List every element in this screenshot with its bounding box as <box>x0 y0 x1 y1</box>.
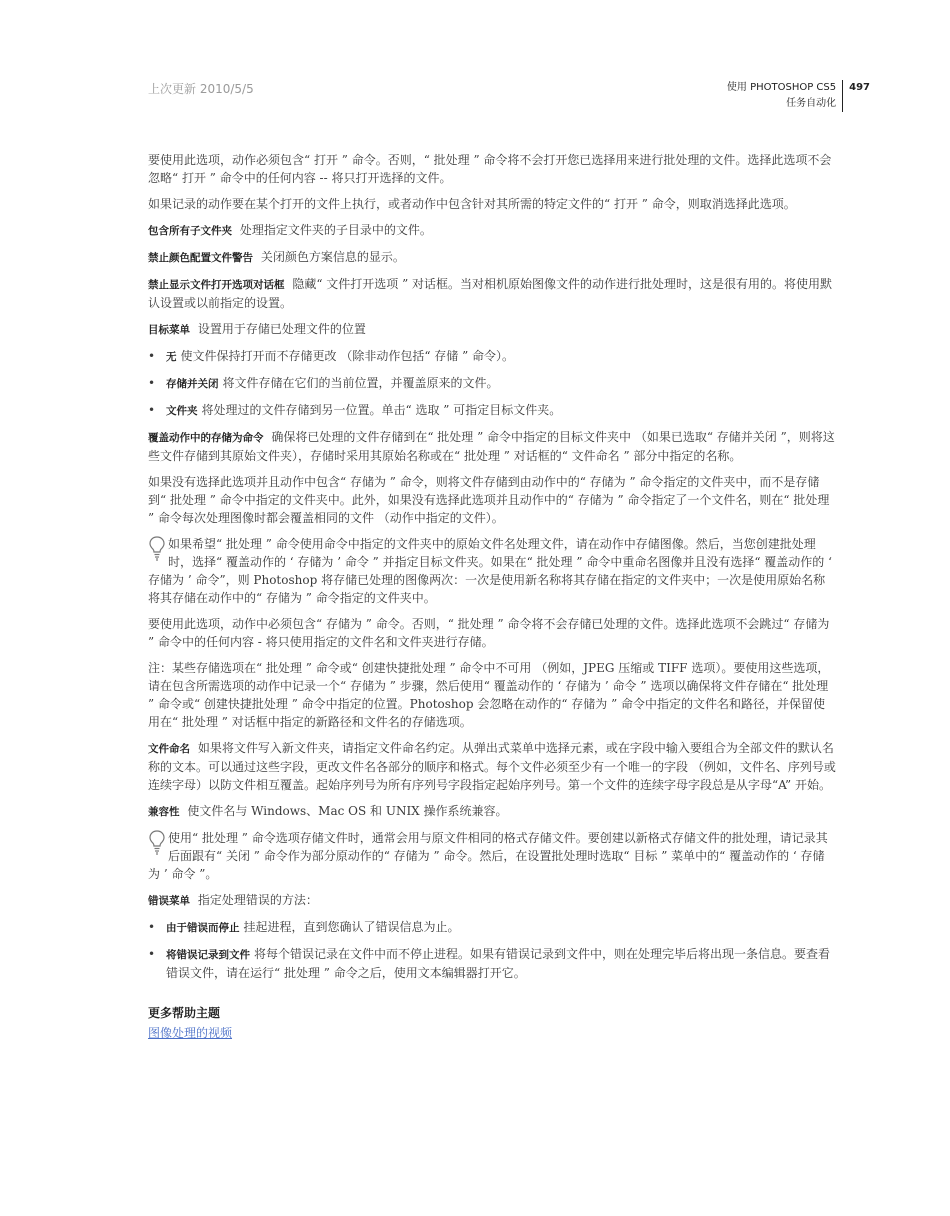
product-title: 使用 PHOTOSHOP CS5 <box>726 82 837 93</box>
option-file-naming <box>148 739 836 794</box>
main-content <box>148 151 836 1042</box>
option-term: 错误菜单 <box>148 895 190 907</box>
option-compatibility <box>148 802 836 821</box>
list-text: 将每个错误记录在文件中而不停止进程。如果有错误记录到文件中，则在处理完毕后将出现一条信息。要查看错误文件，请在运行“ 批处理 ” 命令之后，使用文本编辑器打开它。 <box>166 947 831 980</box>
option-term: 包含所有子文件夹 <box>148 225 232 237</box>
option-term: 覆盖动作中的存储为命令 <box>148 432 264 444</box>
option-text: 关闭颜色方案信息的显示。 <box>260 250 405 264</box>
option-override-save <box>148 428 836 465</box>
option-include-subfolders <box>148 221 836 240</box>
option-term: 兼容性 <box>148 806 180 818</box>
option-destination <box>148 320 836 339</box>
option-text: 处理指定文件夹的子目录中的文件。 <box>239 223 432 237</box>
option-text: 确保将已处理的文件存储到在“ 批处理 ” 命令中指定的目标文件夹中 （如果已选取“ 存储并关闭 ”，则将这些文件存储到其原始文件夹），存储时采用其原始名称或在“ 批处理 ” 对话框的“ 文件命名 ” 部分中指定的名称。 <box>148 430 835 463</box>
destination-list <box>148 347 836 420</box>
bullet: • <box>148 403 156 417</box>
option-term: 禁止显示文件打开选项对话框 <box>148 279 285 291</box>
list-text: 将处理过的文件存储到另一位置。单击“ 选取 ” 可指定目标文件夹。 <box>201 403 562 417</box>
bullet: • <box>148 920 156 934</box>
option-text: 指定处理错误的方法： <box>197 893 318 907</box>
option-text: 隐藏“ 文件打开选项 ” 对话框。当对相机原始图像文件的动作进行批处理时，这是很有用的。将使用默认设置或以前指定的设置。 <box>148 277 833 310</box>
running-header <box>727 80 870 112</box>
list-item <box>148 918 836 937</box>
lightbulb-icon <box>148 829 166 855</box>
chapter-title: 任务自动化 <box>786 98 837 109</box>
paragraph: 如果没有选择此选项并且动作中包含“ 存储为 ” 命令，则将文件存储到由动作中的“ 存储为 ” 命令指定的文件夹中，而不是存储到“ 批处理 ” 命令中指定的文件夹中。此外，如果没有选择此选项并且动作中的“ 存储为 ” 命令指定了一个文件名，则在“ 批处理 ” 命令每次处理图像时都会覆盖相同的文件 （动作中指定的文件）。 <box>148 475 830 525</box>
paragraph: 要使用此选项，动作中必须包含“ 存储为 ” 命令。否则，“ 批处理 ” 命令将不会存储已处理的文件。选择此选项不会跳过“ 存储为 ” 命令中的任何内容 - 将只使用指定的文件名和文件夹进行存储。 <box>148 617 830 649</box>
list-item <box>148 945 836 982</box>
more-help-heading: 更多帮助主题 <box>148 1006 221 1020</box>
option-text: 使文件名与 Windows、Mac OS 和 UNIX 操作系统兼容。 <box>187 804 508 818</box>
option-term: 目标菜单 <box>148 324 190 336</box>
option-suppress-open <box>148 275 836 312</box>
tip <box>148 829 836 883</box>
list-term: 文件夹 <box>166 405 198 417</box>
list-term: 将错误记录到文件 <box>166 949 250 961</box>
video-link[interactable]: 图像处理的视频 <box>148 1026 233 1040</box>
option-errors <box>148 891 836 910</box>
list-text: 挂起进程，直到您确认了错误信息为止。 <box>243 920 460 934</box>
paragraph: 要使用此选项，动作必须包含“ 打开 ” 命令。否则，“ 批处理 ” 命令将不会打开您已选择用来进行批处理的文件。选择此选项不会忽略“ 打开 ” 命令中的任何内容 -- 将只打开选择的文件。 <box>148 153 832 185</box>
last-updated: 上次更新 2010/5/5 <box>148 82 254 96</box>
tip-text: 使用“ 批处理 ” 命令选项存储文件时，通常会用与原文件相同的格式存储文件。要创建以新格式存储文件的批处理，请记录其后面跟有“ 关闭 ” 命令作为部分原动作的“ 存储为 ” 命令。然后，在设置批处理时选取“ 目标 ” 菜单中的“ 覆盖动作的 ‘ 存储为 ’ 命令 ”。 <box>148 831 828 881</box>
list-term: 存储并关闭 <box>166 378 219 390</box>
list-term: 由于错误而停止 <box>166 922 240 934</box>
tip-text: 如果希望“ 批处理 ” 命令使用命令中指定的文件夹中的原始文件名处理文件，请在动作中存储图像。然后，当您创建批处理时，选择“ 覆盖动作的 ‘ 存储为 ’ 命令 ” 并指定目标文件夹。如果在“ 批处理 ” 命令中重命名图像并且没有选择“ 覆盖动作的 ‘ 存储为 ’ 命令”，则 Photoshop 将存储已处理的图像两次：一次是使用新名称将其存储在指定的文件夹中；一次是使用原始名称将其存储在动作中的“ 存储为 ” 命令指定的文件夹中。 <box>148 537 832 605</box>
errors-list <box>148 918 836 982</box>
option-text: 如果将文件写入新文件夹，请指定文件命名约定。从弹出式菜单中选择元素，或在字段中输入要组合为全部文件的默认名称的文本。可以通过这些字段，更改文件名各部分的顺序和格式。每个文件必须至少有一个唯一的字段 （例如，文件名、序列号或连续字母）以防文件相互覆盖。起始序列号为所有序列号字段指定起始序列号。第一个文件的连续字母字段总是从字母“A” 开始。 <box>148 741 836 792</box>
paragraph: 如果记录的动作要在某个打开的文件上执行，或者动作中包含针对其所需的特定文件的“ 打开 ” 命令，则取消选择此选项。 <box>148 197 796 211</box>
lightbulb-icon <box>148 535 166 561</box>
list-text: 使文件保持打开而不存储更改 （除非动作包括“ 存储 ” 命令）。 <box>180 349 515 363</box>
option-term: 文件命名 <box>148 743 190 755</box>
option-suppress-color <box>148 248 836 267</box>
bullet: • <box>148 349 156 363</box>
option-text: 设置用于存储已处理文件的位置 <box>197 322 366 336</box>
bullet: • <box>148 947 156 961</box>
tip <box>148 535 836 607</box>
list-item <box>148 347 836 366</box>
note: 注：某些存储选项在“ 批处理 ” 命令或“ 创建快捷批处理 ” 命令中不可用 （例如，JPEG 压缩或 TIFF 选项）。要使用这些选项，请在包含所需选项的动作中记录一个“ 存储为 ” 步骤，然后使用“ 覆盖动作的 ‘ 存储为 ’ 命令 ” 选项以确保将文件存储在“ 批处理 ” 命令或“ 创建快捷批处理 ” 命令中指定的位置。Photoshop 会忽略在动作的“ 存储为 ” 命令中指定的文件名和路径，并保留使用在“ 批处理 ” 对话框中指定的新路径和文件名的存储选项。 <box>148 661 830 729</box>
bullet: • <box>148 376 156 390</box>
list-term: 无 <box>166 351 177 363</box>
option-term: 禁止颜色配置文件警告 <box>148 252 253 264</box>
list-item <box>148 401 836 420</box>
list-item <box>148 374 836 393</box>
page-number: 497 <box>849 82 870 93</box>
list-text: 将文件存储在它们的当前位置，并覆盖原来的文件。 <box>222 376 499 390</box>
